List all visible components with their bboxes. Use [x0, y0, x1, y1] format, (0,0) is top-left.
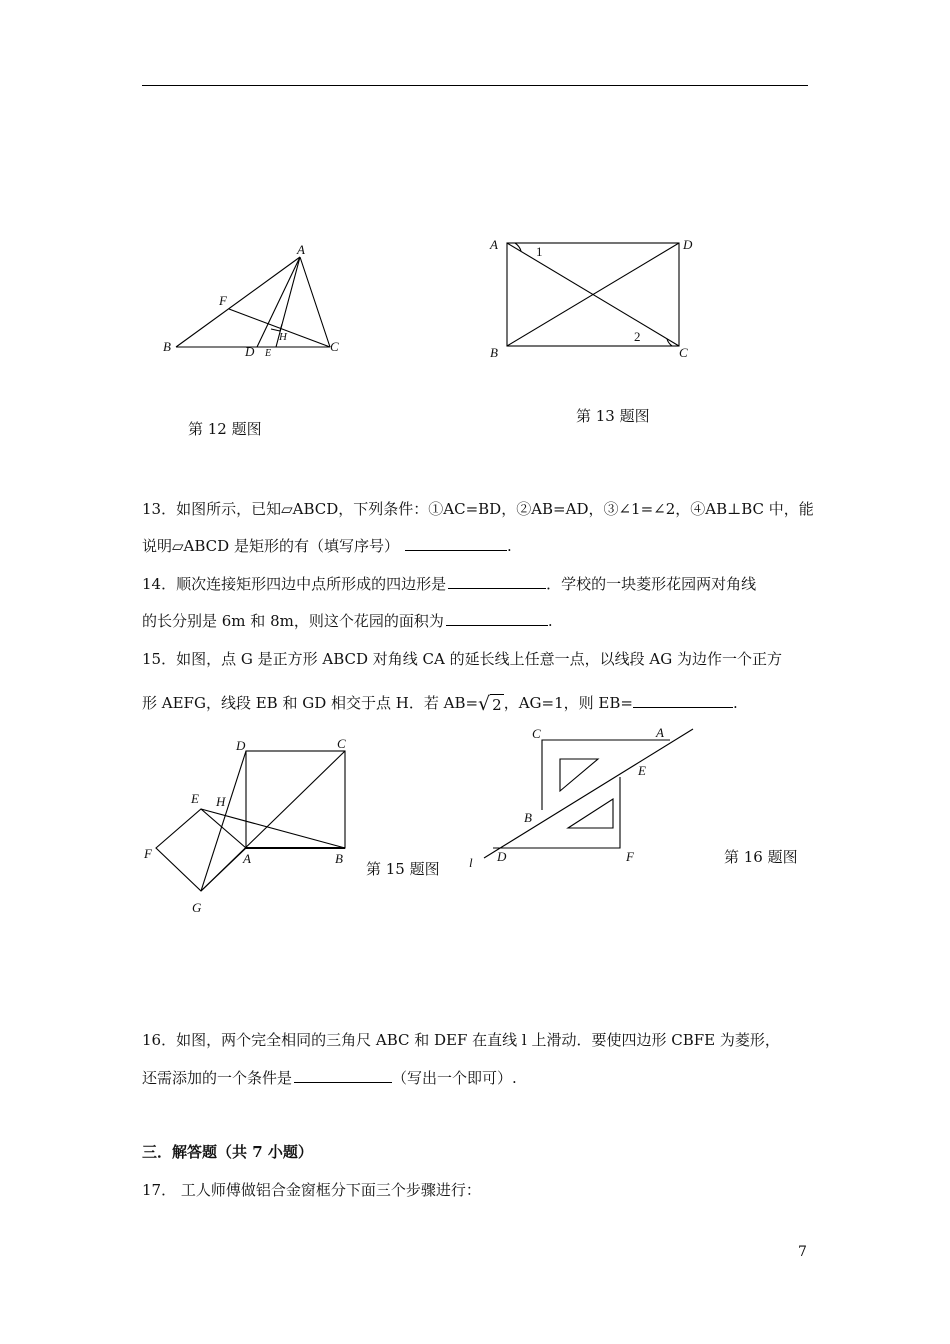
label-H: H [279, 331, 287, 343]
figure-12 [150, 240, 360, 370]
label-F: F [219, 293, 227, 308]
label-A: A [656, 725, 664, 740]
q14-line1 [142, 573, 756, 594]
page-number: 7 [798, 1244, 807, 1260]
label-E: E [265, 348, 272, 359]
q14-line2 [142, 610, 553, 631]
label-C: C [532, 726, 541, 741]
q16-text-a: 还需添加的一个条件是 [142, 1069, 293, 1087]
figure-16-diagram [465, 722, 705, 872]
label-F: F [144, 846, 152, 861]
label-l: l [469, 855, 473, 870]
sqrt-value: 2 [492, 696, 502, 714]
q14-answer-blank-1 [448, 574, 546, 589]
label-D: D [683, 237, 693, 252]
label-A: A [243, 851, 251, 866]
label-B: B [524, 810, 532, 825]
label-B: B [163, 339, 171, 354]
figure-15-diagram [140, 735, 360, 920]
label-B: B [335, 851, 343, 866]
q14-text-b: ．学校的一块菱形花园两对角线 [546, 575, 757, 593]
label-D: D [245, 344, 255, 359]
figure-13-diagram [485, 232, 705, 362]
figure-15-caption: 第 15 题图 [366, 860, 440, 878]
label-A: A [490, 237, 498, 252]
figure-16-caption: 第 16 题图 [724, 848, 798, 866]
label-E: E [191, 791, 199, 806]
sqrt-symbol: √ 2 [478, 693, 502, 715]
q16-text-b: （写出一个即可）. [392, 1069, 517, 1087]
q15-period: . [732, 694, 738, 712]
figure-13-caption: 第 13 题图 [576, 407, 650, 425]
q13-line1: 13．如图所示，已知▱ABCD，下列条件：①AC=BD，②AB=AD，③∠1=∠2，④AB⊥BC 中，能 [142, 500, 814, 518]
figure-15 [140, 735, 360, 920]
label-D: D [497, 849, 507, 864]
q14-answer-blank-2 [446, 611, 548, 626]
q13-line2 [142, 535, 512, 556]
label-H: H [216, 794, 226, 809]
label-E: E [638, 763, 646, 778]
label-C: C [337, 736, 346, 751]
label-C: C [330, 339, 339, 354]
q13-text: 说明▱ABCD 是矩形的有（填写序号） [142, 537, 399, 555]
q14-text-a: 14．顺次连接矩形四边中点所形成的四边形是 [142, 575, 447, 593]
q13-answer-blank [405, 536, 507, 551]
section-3-heading: 三．解答题（共 7 小题） [142, 1143, 313, 1161]
figure-16 [465, 722, 705, 872]
label-B: B [490, 345, 498, 360]
figure-13 [485, 232, 705, 362]
q14-period: . [547, 612, 553, 630]
label-D: D [236, 738, 246, 753]
q16-line2 [142, 1067, 517, 1088]
q15-answer-blank [633, 693, 733, 708]
angle-2-label: 2 [634, 329, 641, 344]
q15-line1: 15．如图，点 G 是正方形 ABCD 对角线 CA 的延长线上任意一点，以线段 AG 为边作一个正方 [142, 650, 782, 668]
q14-text-c: 的长分别是 6m 和 8m，则这个花园的面积为 [142, 612, 444, 630]
q17-line1: 17． 工人师傅做铝合金窗框分下面三个步骤进行： [142, 1181, 481, 1199]
angle-1-label: 1 [536, 244, 543, 259]
q15-line2 [142, 692, 738, 714]
q15-text-a: 形 AEFG，线段 EB 和 GD 相交于点 H．若 AB= [142, 694, 479, 712]
figure-12-diagram [150, 240, 360, 370]
header-rule [142, 85, 808, 86]
q15-text-b: ，AG=1，则 EB= [503, 694, 633, 712]
label-F: F [626, 849, 634, 864]
q13-period: . [506, 537, 512, 555]
q16-answer-blank [294, 1068, 392, 1083]
q16-line1: 16．如图，两个完全相同的三角尺 ABC 和 DEF 在直线 l 上滑动．要使四边形 CBFE 为菱形， [142, 1031, 780, 1049]
label-G: G [192, 900, 202, 915]
label-A: A [297, 242, 305, 257]
figure-12-caption: 第 12 题图 [188, 420, 262, 438]
label-C: C [679, 345, 688, 360]
